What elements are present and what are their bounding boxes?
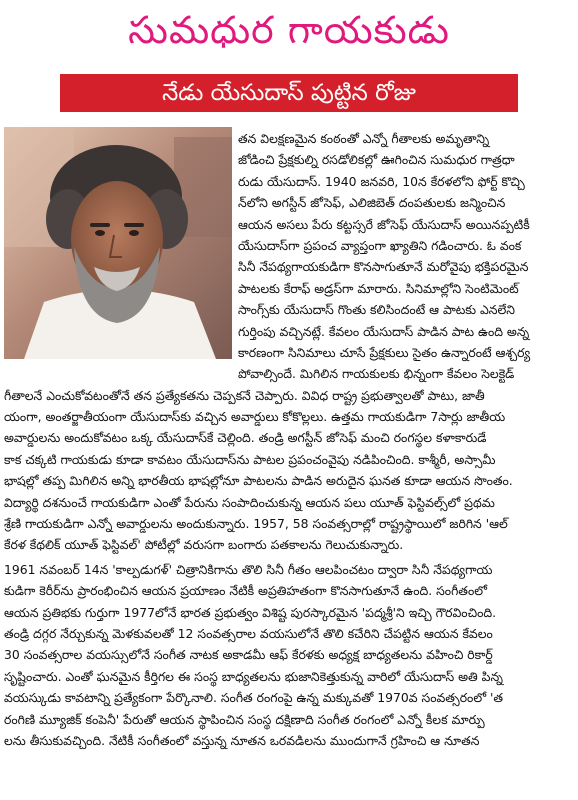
- text-line: భాషల్లో తప్ప మిగిలిన అన్ని భారతీయ భాషల్లోనూ పాటలను పాడిన అరుదైన ఘనత కూడా ఆయన సొంతం.: [4, 473, 513, 489]
- text-line: కారణంగా సినిమాలు చూసే ప్రేక్షకులు సైతం ఉన్నారంటే ఆశ్చర్య: [238, 344, 531, 360]
- text-line: పాటలకు కేరాఫ్ అడ్రస్‌గా మారారు. సినిమాల్లోని సెంటిమెంట్: [238, 280, 519, 296]
- text-line: ఆయన ప్రతిభకు గుర్తుగా 1977లోనే భారత ప్రభుత్వం విశిష్ట పురస్కారమైన 'పద్మశ్రీ'ని ఇచ్చి గౌరవించింది.: [4, 604, 497, 620]
- text-line: యంగా, అంతర్జాతీయంగా యేసుదాస్‌కు వచ్చిన అవార్డులు కోకొల్లలు. ఉత్తమ గాయకుడిగా 7సార్లు జాతీయ: [4, 409, 506, 425]
- subtitle-banner: నేడు యేసుదాస్ పుట్టిన రోజు: [60, 74, 518, 112]
- paragraph: [4, 559, 572, 752]
- text-line: కేరళ కేథలిక్ యూత్ ఫెస్టివల్' పోటీల్లో వరుసగా బంగారు పతకాలను గెలుచుకున్నారు.: [4, 537, 404, 553]
- text-line: రంగిణి మ్యూజిక్ కంపెనీ' పేరుతో ఆయన స్థాపించిన సంస్థ దక్షిణాది సంగీత రంగంలో ఎన్నో కీలక మార్పు: [4, 711, 485, 727]
- text-line: కాక చక్కటి గాయకుడు కూడా కావటం యేసుదాస్‌ను పాటల ప్రపంచంవైపు నడిపించింది. కాశ్మీరీ, అస్సామీ: [4, 451, 496, 467]
- text-line: 1961 నవంబర్ 14న 'కాల్పడుగళ్' చిత్రానికిగాను తొలి సినీ గీతం ఆలపించటం ద్వారా సినీ నేపథ్యగాయ: [4, 561, 493, 577]
- text-line: గుర్తింపు వచ్చినట్లే. కేవలం యేసుదాస్ పాడిన పాట ఉంది అన్న: [238, 323, 530, 339]
- text-line: సాంగ్స్‌కు యేసుదాస్ గొంతు కలిసిందంటే ఆ పాటకు ఎనలేని: [238, 302, 515, 318]
- text-line: పోవాల్సిందే. మిగిలిన గాయకులకు భిన్నంగా కేవలం సెలక్టెడ్: [238, 366, 515, 382]
- text-line: ఆయన అసలు పేరు కట్టస్సరే జోసెఫ్ యేసుదాస్ అయినప్పటికీ: [238, 216, 530, 232]
- text-line: సినీ నేపథ్యగాయకుడిగా కొనసాగుతూనే మరోవైపు భక్తిపరమైన: [238, 259, 529, 275]
- text-line: రుడు యేసుదాస్. 1940 జనవరి, 10న కేరళలోని ఫోర్ట్ కొచ్చి: [238, 173, 525, 189]
- text-line: తన విలక్షణమైన కంఠంతో ఎన్నో గీతాలకు అమృతాన్ని: [238, 131, 490, 146]
- text-line: శ్రేణి గాయకుడిగా ఎన్నో అవార్డులను అందుకున్నారు. 1957, 58 సంవత్సరాల్లో రాష్ట్రస్థాయిలో జరిగిన 'ఆల్: [4, 516, 508, 532]
- text-line: జోడించి ప్రేక్షకుల్ని రసడోలికల్లో ఊగించిన సుమధుర గాత్రధా: [238, 152, 515, 168]
- text-line: యేసుదాస్‌గా ప్రపంచ వ్యాప్తంగా ఖ్యాతిని గడించారు. ఓ వంక: [238, 237, 522, 253]
- text-line: లను తీసుకువచ్చింది. నేటికీ సంగీతంలో వస్తున్న నూతన ఒరవడిలను ముందుగానే గ్రహించి ఆ నూతన: [4, 732, 480, 748]
- text-line: వయస్కుడు కావటాన్ని ప్రత్యేకంగా పేర్కొనాలి. సంగీత రంగంపై ఉన్న మక్కువతో 1970వ సంవత్సరంలో 'త: [4, 690, 504, 706]
- text-line: న్‌లోని అగస్టీన్ జోసెఫ్, ఎలిజిబెత్ దంపతులకు జన్మించిన: [238, 195, 506, 211]
- text-line: 30 సంవత్సరాల వయస్సులోనే సంగీత నాటక అకాడమీ ఆఫ్ కేరళకు అధ్యక్ష బాధ్యతలను వహించి రికార్డ్: [4, 647, 493, 663]
- text-line: కుడిగా కెరీర్‌ను ప్రారంభించిన ఆయన ప్రయాణం నేటికీ అప్రతిహతంగా కొనసాగుతూనే ఉంది. సంగీతంలో: [4, 583, 487, 599]
- text-line: గీతాలనే ఎంచుకోవటంతోనే తన ప్రత్యేకతను చెప్పకనే చెప్పారు. వివిధ రాష్ట్ర ప్రభుత్వాలతో పాటు, జాతీ: [4, 387, 485, 403]
- article-body: [4, 128, 572, 751]
- article-title: సుమధుర గాయకుడు: [128, 8, 450, 52]
- text-line: అవార్డులను అందుకోవటం ఒక్క యేసుదాస్‌కే చెల్లింది. తండ్రి అగస్టీన్ జోసెఫ్ మంచి రంగస్థల కళాకారుడే: [4, 430, 487, 446]
- text-line: విద్యార్థి దశనుంచే గాయకుడిగా ఎంతో పేరును సంపాదించుకున్న ఆయన పలు యూత్ ఫెస్టివల్స్‌లో ప్రథమ: [4, 494, 495, 510]
- text-line: సృష్టించారు. ఎంతో ఘనమైన కీర్తిగల ఈ సంస్థ బాధ్యతలను భుజానికెత్తుకున్న వారిలో యేసుదాస్ అతి పిన్న: [4, 668, 503, 684]
- text-line: తండ్రి దగ్గర నేర్చుకున్న మెళకువలతో 12 సంవత్సరాల వయసులోనే తొలి కచేరిని చేపట్టిన ఆయన కేవలం: [4, 625, 493, 641]
- paragraph: [4, 128, 572, 556]
